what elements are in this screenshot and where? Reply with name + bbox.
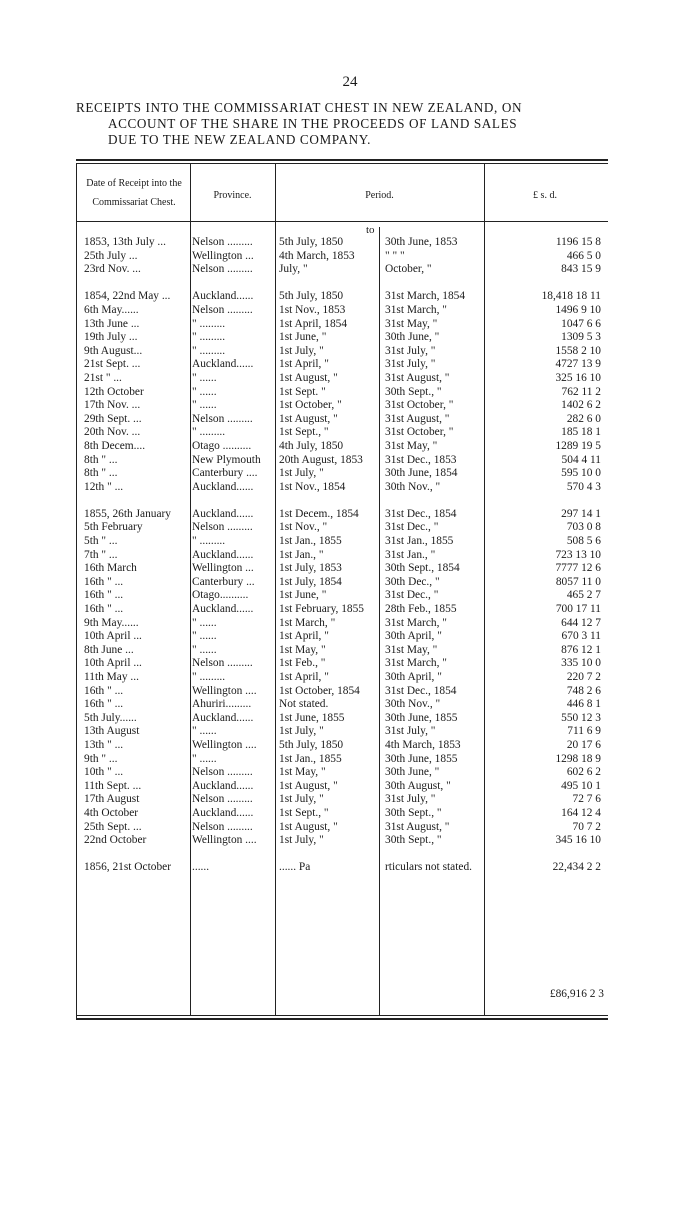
header-period: Period. (365, 190, 394, 201)
cell-lsd: 495 10 1 (561, 779, 601, 792)
cell-prov: " ......... (192, 331, 226, 344)
cell-to: 31st May, " (385, 439, 438, 452)
cell-prov: " ...... (192, 752, 217, 765)
cell-lsd: 703 0 8 (566, 521, 601, 534)
cell-date: 19th July ... (84, 331, 138, 344)
cell-date: 11th May ... (84, 671, 139, 683)
cell-date: 4th October (84, 806, 139, 819)
table-row (78, 426, 606, 440)
cell-date: 16th March (84, 562, 137, 575)
cell-lsd: 723 13 10 (555, 548, 601, 561)
cell-lsd: 345 16 10 (555, 834, 601, 847)
table-row (78, 698, 606, 712)
table-row (78, 454, 606, 468)
cell-prov: Canterbury ... (192, 575, 255, 588)
cell-lsd: 466 5 0 (566, 249, 601, 262)
cell-prov: Wellington .... (192, 834, 257, 847)
cell-lsd: 508 5 6 (566, 535, 601, 548)
table-row (78, 725, 606, 739)
cell-to: 30th June, " (385, 331, 440, 344)
cell-prov: Wellington .... (192, 684, 257, 697)
cell-prov: Nelson ......... (192, 236, 253, 248)
cell-date: 10th April ... (84, 657, 142, 670)
cell-from: ...... Pa (279, 861, 311, 874)
cell-to: 30th April, " (385, 630, 442, 643)
table-row (78, 576, 606, 590)
table-row (78, 345, 606, 359)
cell-lsd: 1402 6 2 (561, 399, 601, 412)
top-rule-thin (76, 163, 608, 164)
cell-date: 11th Sept. ... (84, 779, 142, 792)
cell-lsd: 465 2 7 (566, 589, 601, 602)
cell-lsd: 185 18 1 (561, 426, 601, 439)
cell-from: 20th August, 1853 (279, 453, 363, 466)
cell-to: 31st March, " (385, 657, 447, 670)
cell-from: 1st July, " (279, 725, 324, 738)
cell-to: 30th Nov., " (385, 698, 441, 711)
cell-prov: " ......... (192, 671, 226, 683)
cell-lsd: 20 17 6 (566, 738, 601, 751)
cell-to: 31st October, " (385, 426, 454, 439)
cell-date: 20th Nov. ... (84, 426, 141, 439)
table-row (78, 780, 606, 794)
cell-date: 8th June ... (84, 643, 134, 656)
cell-from: 1st October, 1854 (279, 684, 360, 697)
cell-from: Not stated. (279, 698, 329, 711)
cell-from: 1st Jan., " (279, 548, 324, 561)
table-row (78, 508, 606, 522)
cell-lsd: 164 12 4 (561, 806, 601, 819)
table-row (78, 617, 606, 631)
cell-prov: Auckland...... (192, 711, 254, 724)
cell-lsd: 644 12 7 (561, 616, 601, 629)
cell-lsd: 595 10 0 (561, 467, 601, 480)
cell-date: 16th " ... (84, 603, 124, 616)
cell-lsd: 1196 15 8 (555, 236, 601, 248)
table-row (78, 657, 606, 671)
cell-to: 31st July, " (385, 725, 436, 738)
table-row (78, 440, 606, 454)
cell-from: 1st May, " (279, 766, 326, 779)
table-heading (76, 100, 616, 148)
cell-date: 7th " ... (84, 548, 118, 561)
cell-to: 30th Nov., " (385, 480, 441, 493)
header-date: Date of Receipt into the Commissariat Chest. (86, 178, 182, 208)
row-gap (78, 494, 606, 508)
cell-date: 22nd October (84, 834, 147, 847)
cell-prov: Wellington ... (192, 249, 254, 262)
table-row (78, 685, 606, 699)
bottom-rule-thin (76, 1015, 608, 1016)
cell-date: 21st Sept. ... (84, 358, 141, 371)
cell-prov: Auckland...... (192, 507, 254, 520)
heading-line-1: RECEIPTS INTO THE COMMISSARIAT CHEST IN NEW ZEALAND, ON (76, 100, 523, 115)
cell-to: 31st May, " (385, 317, 438, 330)
cell-date: 5th July...... (84, 711, 137, 724)
cell-prov: New Plymouth (192, 453, 261, 466)
cell-to: 31st July, " (385, 358, 436, 371)
cell-from: 1st Jan., 1855 (279, 752, 342, 765)
table-row (78, 263, 606, 277)
cell-to: 31st Jan., " (385, 548, 436, 561)
cell-to: 31st October, " (385, 399, 454, 412)
cell-date: 16th " ... (84, 684, 124, 697)
table-row (78, 807, 606, 821)
table-row (78, 372, 606, 386)
cell-from: 1st July, 1854 (279, 575, 342, 588)
cell-from: 4th March, 1853 (279, 249, 355, 262)
cell-date: 17th August (84, 793, 140, 806)
cell-date: 8th " ... (84, 453, 118, 466)
header-money: £ s. d. (533, 190, 557, 201)
cell-to: 31st July, " (385, 793, 436, 806)
cell-date: 16th " ... (84, 589, 124, 602)
cell-from: 1st October, " (279, 399, 342, 412)
table-row (78, 671, 606, 685)
cell-prov: " ......... (192, 426, 226, 439)
cell-from: 1st June, " (279, 331, 327, 344)
table-row (78, 739, 606, 753)
cell-to: 31st March, 1854 (385, 290, 466, 303)
cell-date: 9th May...... (84, 616, 139, 629)
cell-date: 13th June ... (84, 317, 140, 330)
table-row (78, 481, 606, 495)
cell-prov: " ...... (192, 725, 217, 738)
cell-from: 1st Sept., " (279, 806, 329, 819)
cell-from: July, " (279, 263, 308, 276)
cell-date: 9th August... (84, 344, 143, 357)
cell-to: 30th Sept., " (385, 806, 442, 819)
cell-from: 1st Sept., " (279, 426, 329, 439)
cell-from: 1st August, " (279, 412, 338, 425)
cell-from: 1st February, 1855 (279, 603, 364, 616)
cell-from: 1st Jan., 1855 (279, 535, 342, 548)
cell-lsd: 7777 12 6 (555, 562, 601, 575)
cell-lsd: 325 16 10 (555, 371, 601, 384)
header-province: Province. (213, 190, 252, 201)
cell-lsd: 297 14 1 (561, 507, 601, 520)
cell-lsd: 748 2 6 (566, 684, 601, 697)
cell-to: 31st August, " (385, 412, 450, 425)
cell-to: 30th Dec., " (385, 575, 440, 588)
cell-from: 1st July, " (279, 467, 324, 480)
cell-date: 12th " ... (84, 480, 124, 493)
table-row (78, 834, 606, 848)
cell-to: 31st Jan., 1855 (385, 535, 454, 548)
cell-from: 1st April, " (279, 630, 329, 643)
cell-from: 1st Sept. " (279, 385, 326, 398)
cell-date: 5th " ... (84, 535, 118, 548)
cell-prov: " ...... (192, 616, 217, 629)
cell-date: 13th " ... (84, 738, 124, 751)
cell-to: 28th Feb., 1855 (385, 603, 457, 616)
cell-lsd: 711 6 9 (567, 725, 601, 738)
cell-from: 1st June, 1855 (279, 711, 345, 724)
cell-lsd: 1298 18 9 (555, 752, 601, 765)
table-body (78, 236, 606, 875)
cell-date: 1856, 21st October (84, 861, 171, 874)
cell-lsd: 1309 5 3 (561, 331, 601, 344)
cell-from: 1st July, " (279, 834, 324, 847)
cell-date: 10th April ... (84, 630, 142, 643)
table-row (78, 821, 606, 835)
cell-prov: " ...... (192, 371, 217, 384)
cell-from: 1st August, " (279, 779, 338, 792)
cell-from: 1st Decem., 1854 (279, 507, 359, 520)
cell-date: 12th October (84, 385, 144, 398)
cell-lsd: 550 12 3 (561, 711, 601, 724)
table-row (78, 589, 606, 603)
cell-date: 16th " ... (84, 575, 124, 588)
cell-date: 9th " ... (84, 752, 118, 765)
cell-prov: " ...... (192, 399, 217, 412)
top-rule (76, 159, 608, 161)
cell-lsd: 446 8 1 (566, 698, 601, 711)
table-row (78, 467, 606, 481)
cell-prov: " ......... (192, 344, 226, 357)
cell-from: 4th July, 1850 (279, 439, 344, 452)
cell-lsd: 8057 11 0 (555, 575, 601, 588)
cell-from: 1st April, " (279, 671, 329, 683)
cell-prov: Otago .......... (192, 439, 252, 452)
cell-from: 1st August, " (279, 371, 338, 384)
cell-from: 5th July, 1850 (279, 236, 344, 248)
cell-prov: ...... (192, 861, 210, 874)
cell-to: 30th Sept., " (385, 385, 442, 398)
cell-lsd: 220 7 2 (566, 671, 601, 683)
cell-from: 1st April, 1854 (279, 317, 348, 330)
cell-prov: Nelson ......... (192, 766, 253, 779)
page-number: 24 (342, 74, 358, 90)
row-gap (78, 848, 606, 862)
cell-prov: Auckland...... (192, 358, 254, 371)
table-row (78, 630, 606, 644)
cell-to: 31st August, " (385, 371, 450, 384)
cell-prov: " ...... (192, 630, 217, 643)
cell-date: 29th Sept. ... (84, 412, 142, 425)
cell-to: 30th April, " (385, 671, 442, 683)
cell-date: 1855, 26th January (84, 507, 171, 520)
cell-lsd: 4727 13 9 (555, 358, 601, 371)
cell-from: 1st Feb., " (279, 657, 326, 670)
cell-date: 8th Decem.... (84, 439, 146, 452)
table-row (78, 413, 606, 427)
cell-from: 1st Nov., " (279, 521, 328, 534)
cell-lsd: 335 10 0 (561, 657, 601, 670)
row-gap (78, 277, 606, 291)
cell-prov: Wellington .... (192, 738, 257, 751)
table-row (78, 793, 606, 807)
table-row (78, 562, 606, 576)
cell-date: 1854, 22nd May ... (84, 290, 171, 303)
cell-to: " " " (385, 249, 405, 262)
cell-lsd: 1289 19 5 (555, 439, 601, 452)
cell-to: 31st Dec., 1853 (385, 453, 457, 466)
cell-date: 25th July ... (84, 249, 138, 262)
cell-lsd: 843 15 9 (561, 263, 601, 276)
cell-to: 30th August, " (385, 779, 451, 792)
table-row (78, 386, 606, 400)
table-row (78, 304, 606, 318)
cell-lsd: 70 7 2 (572, 820, 601, 833)
cell-prov: Canterbury .... (192, 467, 258, 480)
cell-from: 1st March, " (279, 616, 336, 629)
cell-to: 30th June, 1855 (385, 752, 458, 765)
cell-to: 30th June, 1855 (385, 711, 458, 724)
cell-prov: Nelson ......... (192, 793, 253, 806)
cell-lsd: 18,418 18 11 (541, 290, 601, 303)
cell-prov: " ...... (192, 643, 217, 656)
cell-date: 25th Sept. ... (84, 820, 142, 833)
heading-line-3: DUE TO THE NEW ZEALAND COMPANY. (108, 132, 372, 147)
cell-from: 1st Nov., 1853 (279, 303, 346, 316)
cell-lsd: 762 11 2 (561, 385, 601, 398)
cell-prov: Nelson ......... (192, 303, 253, 316)
cell-lsd: 504 4 11 (561, 453, 601, 466)
cell-to: 31st August, " (385, 820, 450, 833)
cell-to: 30th June, " (385, 766, 440, 779)
cell-to: 4th March, 1853 (385, 738, 461, 751)
bottom-rule (76, 1018, 608, 1020)
cell-prov: Auckland...... (192, 548, 254, 561)
table-row (78, 766, 606, 780)
cell-from: 1st June, " (279, 589, 327, 602)
cell-date: 10th " ... (84, 766, 124, 779)
table-row (78, 753, 606, 767)
table-row (78, 358, 606, 372)
cell-prov: Auckland...... (192, 603, 254, 616)
cell-from: 1st May, " (279, 643, 326, 656)
cell-from: 1st July, 1853 (279, 562, 342, 575)
table-row (78, 331, 606, 345)
cell-prov: Nelson ......... (192, 820, 253, 833)
cell-to: 31st March, " (385, 303, 447, 316)
table-row (78, 399, 606, 413)
cell-date: 5th February (84, 521, 143, 534)
cell-date: 16th " ... (84, 698, 124, 711)
cell-lsd: 1496 9 10 (555, 303, 601, 316)
cell-lsd: 1558 2 10 (555, 344, 601, 357)
cell-to: October, " (385, 263, 432, 276)
cell-to: 31st March, " (385, 616, 447, 629)
cell-prov: Auckland...... (192, 779, 254, 792)
cell-lsd: 570 4 3 (566, 480, 601, 493)
table-row (78, 644, 606, 658)
cell-lsd: 1047 6 6 (561, 317, 601, 330)
cell-to: 30th Sept., 1854 (385, 562, 460, 575)
cell-date: 17th Nov. ... (84, 399, 141, 412)
cell-lsd: 670 3 11 (561, 630, 601, 643)
table-row (78, 861, 606, 875)
cell-date: 13th August (84, 725, 140, 738)
cell-lsd: 282 6 0 (566, 412, 601, 425)
cell-to: 30th June, 1853 (385, 236, 458, 248)
cell-prov: " ......... (192, 535, 226, 548)
cell-prov: " ......... (192, 317, 226, 330)
cell-to: 31st Dec., 1854 (385, 684, 457, 697)
cell-from: 5th July, 1850 (279, 738, 344, 751)
cell-prov: " ...... (192, 385, 217, 398)
grand-total: £86,916 2 3 (549, 988, 604, 1000)
cell-prov: Nelson ......... (192, 521, 253, 534)
header-rule (76, 221, 608, 222)
cell-prov: Auckland...... (192, 290, 254, 303)
cell-from: 1st July, " (279, 793, 324, 806)
cell-lsd: 700 17 11 (555, 603, 601, 616)
cell-lsd: 876 12 1 (561, 643, 601, 656)
cell-to: 31st Dec., " (385, 589, 439, 602)
cell-lsd: 602 6 2 (566, 766, 601, 779)
cell-lsd: 22,434 2 2 (552, 861, 601, 874)
cell-date: 8th " ... (84, 467, 118, 480)
table-row (78, 549, 606, 563)
cell-to: 31st Dec., 1854 (385, 507, 457, 520)
cell-to: 31st May, " (385, 643, 438, 656)
cell-prov: Auckland...... (192, 480, 254, 493)
table-row (78, 712, 606, 726)
cell-prov: Nelson ......... (192, 657, 253, 670)
table-row (78, 521, 606, 535)
period-to-label: to (366, 224, 375, 236)
table-row (78, 318, 606, 332)
cell-date: 1853, 13th July ... (84, 236, 166, 248)
cell-lsd: 72 7 6 (572, 793, 601, 806)
heading-line-2: ACCOUNT OF THE SHARE IN THE PROCEEDS OF LAND SALES (108, 116, 518, 131)
cell-prov: Otago.......... (192, 589, 249, 602)
cell-from: 1st August, " (279, 820, 338, 833)
cell-date: 21st " ... (84, 371, 122, 384)
cell-to: 30th June, 1854 (385, 467, 458, 480)
cell-to: 31st Dec., " (385, 521, 439, 534)
cell-prov: Nelson ......... (192, 412, 253, 425)
cell-date: 23rd Nov. ... (84, 263, 141, 276)
cell-prov: Ahuriri......... (192, 698, 252, 711)
cell-prov: Nelson ......... (192, 263, 253, 276)
table-row (78, 603, 606, 617)
cell-to: 30th Sept., " (385, 834, 442, 847)
cell-prov: Auckland...... (192, 806, 254, 819)
left-border (76, 163, 77, 1018)
cell-from: 1st Nov., 1854 (279, 480, 346, 493)
cell-to: rticulars not stated. (385, 861, 472, 874)
cell-date: 6th May...... (84, 303, 139, 316)
cell-prov: Wellington ... (192, 562, 254, 575)
table-row (78, 236, 606, 250)
table-row (78, 535, 606, 549)
cell-from: 1st April, " (279, 358, 329, 371)
table-row (78, 290, 606, 304)
cell-from: 1st July, " (279, 344, 324, 357)
cell-to: 31st July, " (385, 344, 436, 357)
cell-from: 5th July, 1850 (279, 290, 344, 303)
table-row (78, 250, 606, 264)
